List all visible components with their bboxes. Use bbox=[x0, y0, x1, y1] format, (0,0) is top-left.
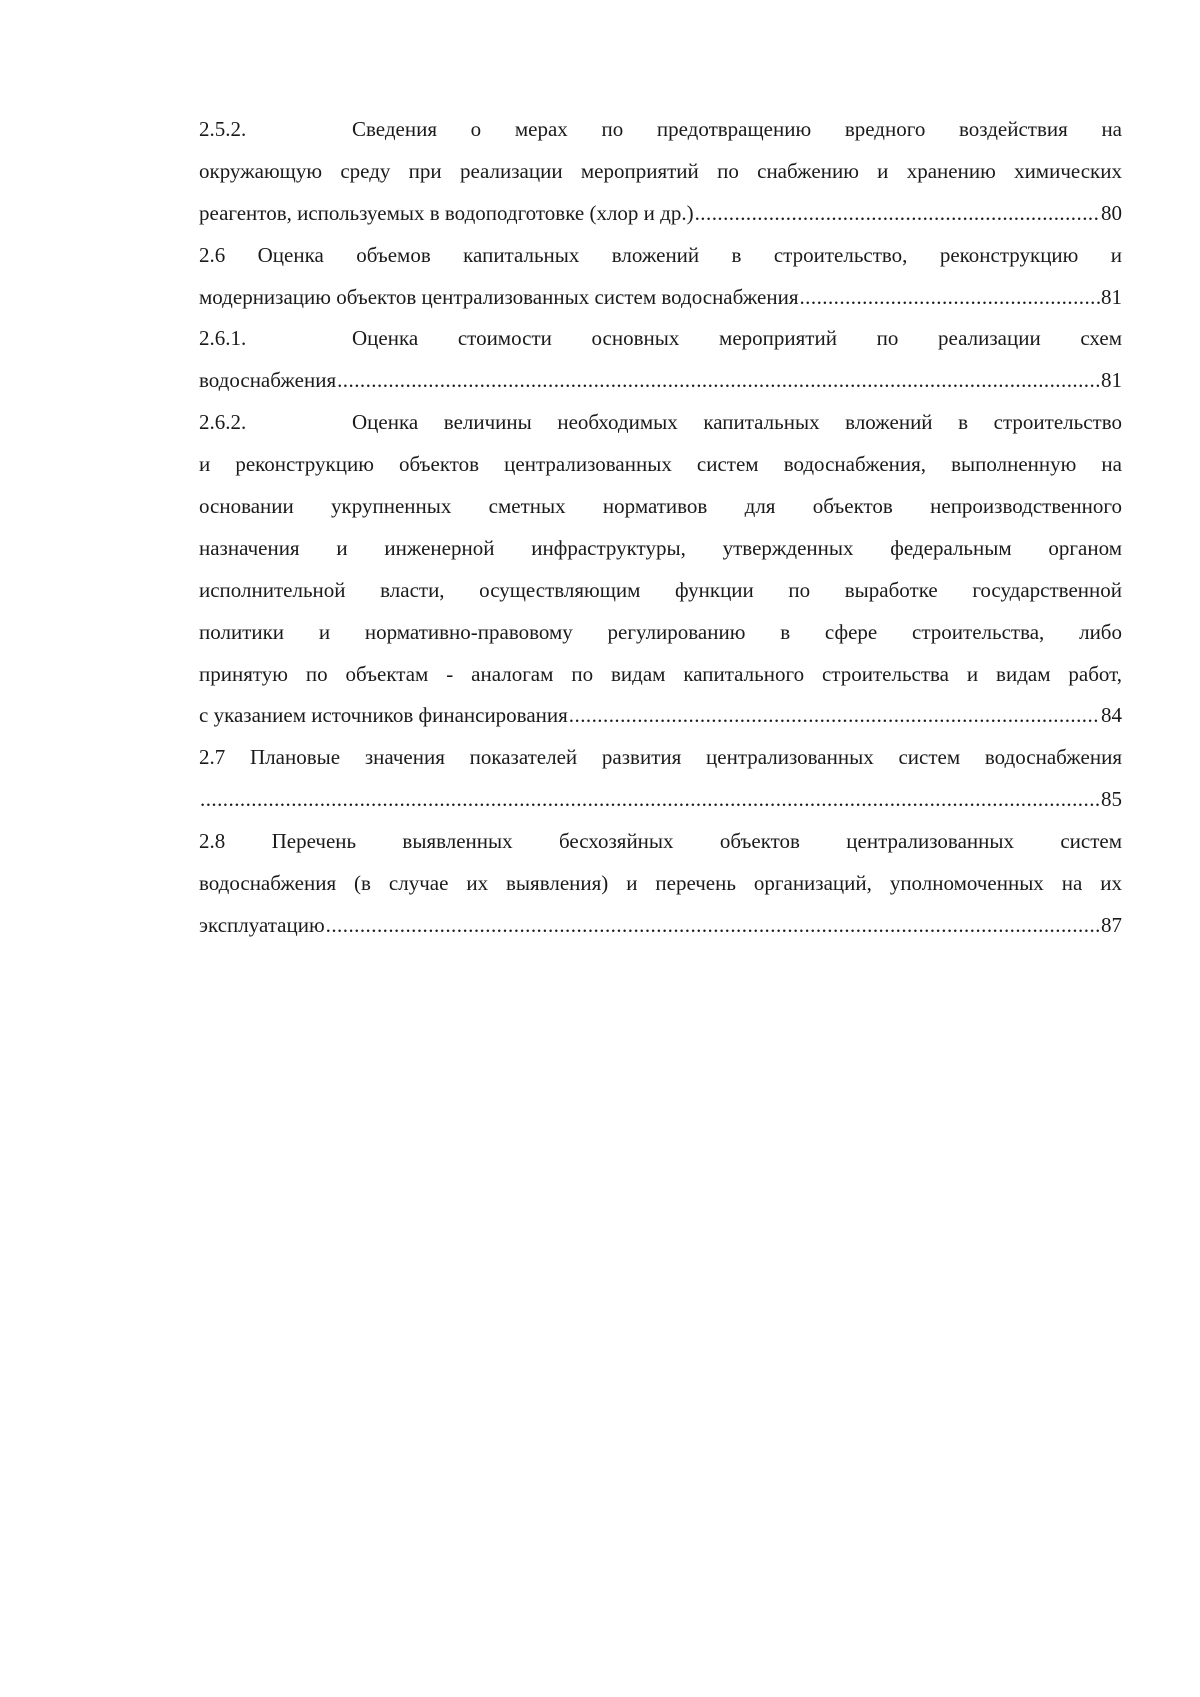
toc-entry-line bbox=[199, 402, 1122, 444]
toc-entry-page-number: 81 bbox=[1101, 284, 1122, 309]
toc-entry-title-line: политики и нормативно-правовому регулированию в сфере строительства, либо bbox=[199, 619, 1122, 644]
toc-entry-title-line: основании укрупненных сметных нормативов для объектов непроизводственного bbox=[199, 494, 1122, 519]
dot-leader bbox=[799, 277, 1100, 319]
toc-entry-title-line: принятую по объектам - аналогам по видам капитального строительства и видам работ, bbox=[199, 661, 1122, 686]
toc-entry-leader-line bbox=[199, 779, 1122, 821]
toc-entry-title-line: 2.8 Перечень выявленных бесхозяйных объектов централизованных систем bbox=[199, 829, 1122, 854]
toc-entry-number: 2.5.2. bbox=[199, 117, 247, 141]
table-of-contents bbox=[199, 109, 1122, 947]
toc-entry-leader-line bbox=[199, 193, 1122, 235]
toc-entry-2-6-1[interactable] bbox=[199, 318, 1122, 402]
toc-entry-title-line: модернизацию объектов централизованных систем водоснабжения bbox=[199, 284, 799, 309]
toc-entry-number: 2.6.1. bbox=[199, 326, 247, 351]
toc-entry-page-number: 84 bbox=[1101, 703, 1122, 728]
dot-leader bbox=[337, 360, 1100, 402]
toc-entry-title-line: Оценка величины необходимых капитальных вложений в строительство bbox=[352, 410, 1122, 435]
toc-entry-page-number: 80 bbox=[1101, 200, 1122, 225]
toc-entry-page-number: 85 bbox=[1101, 787, 1122, 812]
dot-leader bbox=[326, 905, 1100, 947]
toc-entry-title-line: исполнительной власти, осуществляющим функции по выработке государственной bbox=[199, 577, 1122, 602]
toc-entry-2-8[interactable] bbox=[199, 821, 1122, 947]
toc-entry-number: 2.6.2. bbox=[199, 410, 247, 435]
toc-entry-title-line: 2.7 Плановые значения показателей развития централизованных систем водоснабжения bbox=[199, 745, 1122, 770]
toc-entry-2-6-2[interactable] bbox=[199, 402, 1122, 737]
toc-entry-title-line: водоснабжения (в случае их выявления) и перечень организаций, уполномоченных на их bbox=[199, 871, 1122, 896]
toc-entry-title-line: с указанием источников финансирования bbox=[199, 703, 568, 728]
toc-entry-title-line: эксплуатацию bbox=[199, 912, 325, 937]
toc-entry-line bbox=[199, 109, 1122, 151]
toc-entry-title-line: и реконструкцию объектов централизованных систем водоснабжения, выполненную на bbox=[199, 452, 1122, 477]
toc-entry-page-number: 87 bbox=[1101, 912, 1122, 937]
toc-entry-title-line: Оценка стоимости основных мероприятий по реализации схем bbox=[352, 326, 1122, 351]
dot-leader bbox=[569, 695, 1100, 737]
dot-leader bbox=[695, 193, 1100, 235]
toc-entry-title-line: окружающую среду при реализации мероприятий по снабжению и хранению химических bbox=[199, 158, 1122, 183]
toc-entry-title-line: водоснабжения bbox=[199, 368, 337, 393]
dot-leader bbox=[200, 779, 1100, 821]
toc-entry-leader-line bbox=[199, 905, 1122, 947]
toc-entry-title-line: назначения и инженерной инфраструктуры, утвержденных федеральным органом bbox=[199, 535, 1122, 560]
toc-entry-leader-line bbox=[199, 360, 1122, 402]
toc-entry-title-line: реагентов, используемых в водоподготовке (хлор и др.) bbox=[199, 200, 694, 225]
toc-entry-leader-line bbox=[199, 695, 1122, 737]
toc-entry-2-5-2[interactable] bbox=[199, 109, 1122, 235]
toc-entry-title-line: Сведения о мерах по предотвращению вредного воздействия на bbox=[352, 117, 1122, 141]
toc-entry-2-7[interactable] bbox=[199, 737, 1122, 821]
toc-entry-page-number: 81 bbox=[1101, 368, 1122, 393]
toc-entry-2-6[interactable] bbox=[199, 235, 1122, 319]
toc-entry-leader-line bbox=[199, 277, 1122, 319]
toc-entry-title-line: 2.6 Оценка объемов капитальных вложений в строительство, реконструкцию и bbox=[199, 242, 1122, 267]
toc-entry-line bbox=[199, 318, 1122, 360]
